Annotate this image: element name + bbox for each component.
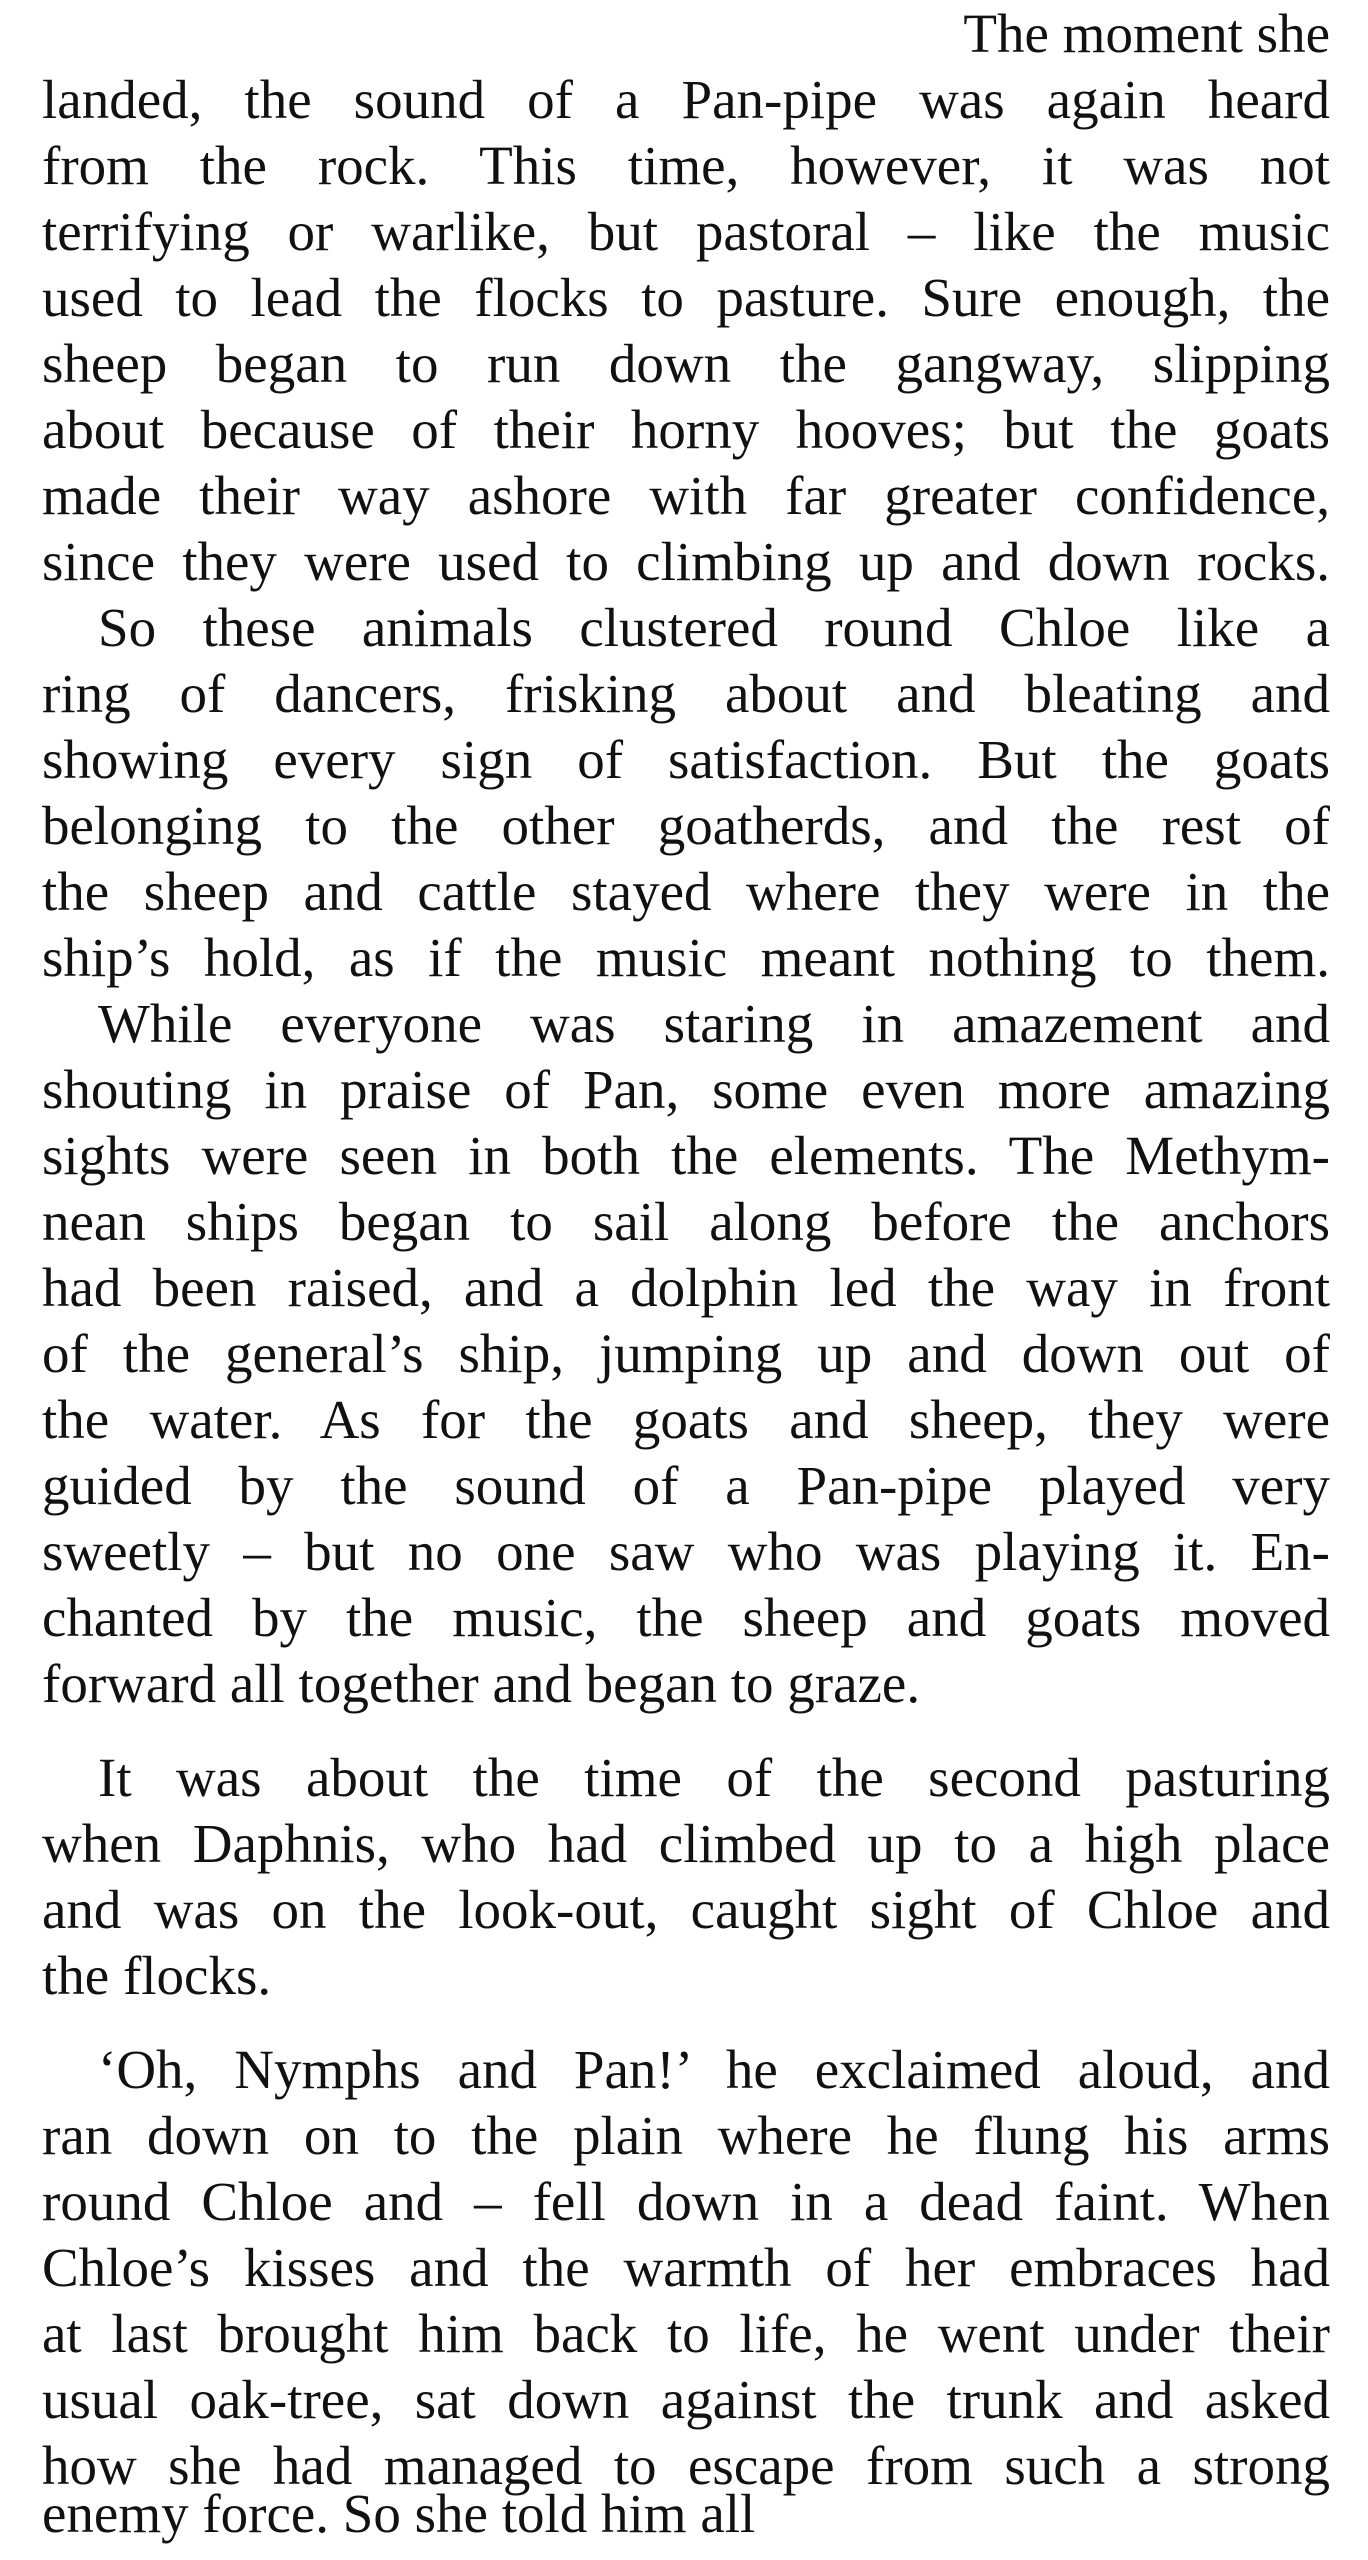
text-line: the sheep and cattle stayed where they were in the	[42, 861, 1330, 922]
text-line: terrifying or warlike, but pastoral – like the music	[42, 201, 1330, 262]
text-line: ran down on to the plain where he flung his arms	[42, 2105, 1330, 2166]
text-line: from the rock. This time, however, it was not	[42, 135, 1330, 196]
text-line: Chloe’s kisses and the warmth of her embraces had	[42, 2237, 1330, 2298]
text-line: the flocks.	[42, 1945, 272, 2006]
text-line: forward all together and began to graze.	[42, 1653, 921, 1714]
text-line: landed, the sound of a Pan-pipe was again heard	[42, 69, 1330, 130]
text-line: While everyone was staring in amazement and	[98, 993, 1330, 1054]
text-line: sheep began to run down the gangway, slipping	[42, 333, 1330, 394]
text-line: had been raised, and a dolphin led the way in front	[42, 1257, 1330, 1318]
text-line: when Daphnis, who had climbed up to a high place	[42, 1813, 1330, 1874]
text-line: enemy force. So she told him all	[42, 2483, 756, 2544]
text-line: ‘Oh, Nymphs and Pan!’ he exclaimed aloud, and	[98, 2039, 1330, 2100]
text-line: and was on the look-out, caught sight of Chloe and	[42, 1879, 1330, 1940]
text-line: used to lead the flocks to pasture. Sure enough, the	[42, 267, 1330, 328]
text-line: since they were used to climbing up and down rocks.	[42, 531, 1330, 592]
text-line: sweetly – but no one saw who was playing it. En-	[42, 1521, 1330, 1582]
text-line: guided by the sound of a Pan-pipe played very	[42, 1455, 1330, 1516]
text-line: shouting in praise of Pan, some even more amazing	[42, 1059, 1330, 1120]
text-line: So these animals clustered round Chloe like a	[98, 597, 1330, 658]
text-line: chanted by the music, the sheep and goats moved	[42, 1587, 1330, 1648]
text-line: belonging to the other goatherds, and the rest of	[42, 795, 1330, 856]
text-line: The moment she	[963, 3, 1330, 64]
text-line: round Chloe and – fell down in a dead faint. When	[42, 2171, 1330, 2232]
text-line: sights were seen in both the elements. The Methym-	[42, 1125, 1330, 1186]
text-line: made their way ashore with far greater confidence,	[42, 465, 1330, 526]
text-line: usual oak-tree, sat down against the trunk and asked	[42, 2369, 1330, 2430]
text-line: showing every sign of satisfaction. But the goats	[42, 729, 1330, 790]
text-line: nean ships began to sail along before the anchors	[42, 1191, 1330, 1252]
text-line: about because of their horny hooves; but the goats	[42, 399, 1330, 460]
text-line: at last brought him back to life, he went under their	[42, 2303, 1330, 2364]
text-line: ship’s hold, as if the music meant nothing to them.	[42, 927, 1330, 988]
text-line: how she had managed to escape from such a strong	[42, 2435, 1330, 2496]
text-line: of the general’s ship, jumping up and down out of	[42, 1323, 1330, 1384]
text-line: the water. As for the goats and sheep, they were	[42, 1389, 1330, 1450]
text-line: ring of dancers, frisking about and bleating and	[42, 663, 1330, 724]
text-line: It was about the time of the second pasturing	[98, 1747, 1330, 1808]
